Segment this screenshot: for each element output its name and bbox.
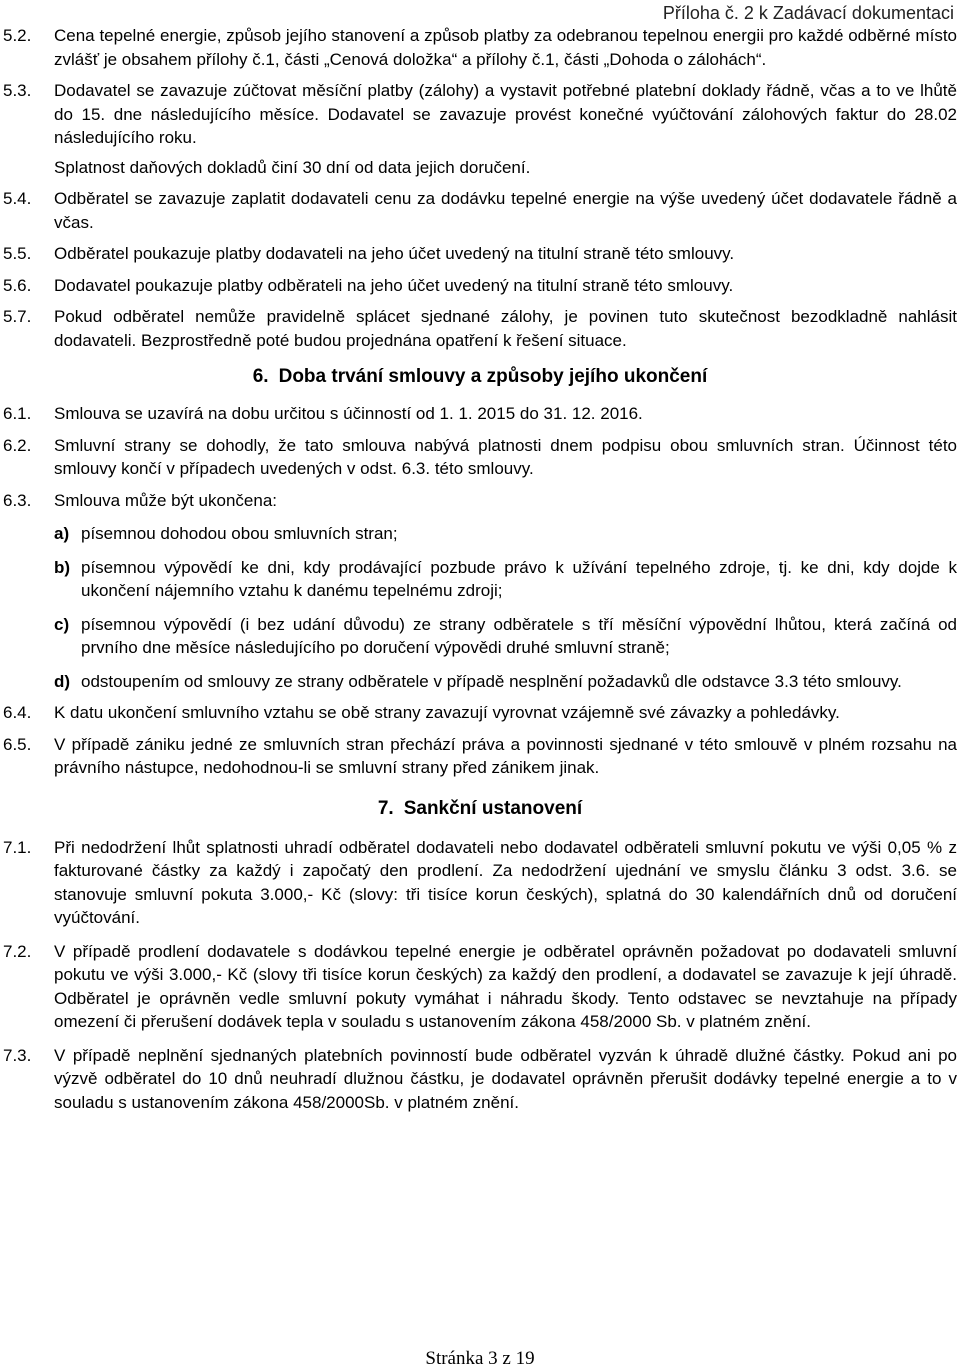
clause-text: V případě neplnění sjednaných platebních povinností bude odběratel vyzván k úhradě dlužné částky. Pokud ani po výzvě odběratel do 10 dnů neuhradí dlužnou částku, je dodavatel oprávněn přerušit dodávky tepelné energie a to v souladu s ustanovením zákona 458/2000Sb. v platném znění. [54,1045,957,1112]
page-footer: Stránka 3 z 19 [425,1348,535,1369]
list-item-text: odstoupením od smlouvy ze strany odběratele v případě nesplnění požadavků dle odstavce 3.3 této smlouvy. [81,671,902,691]
list-item-b [54,556,957,603]
clause-number: 7.1. [3,837,32,857]
clause-text: Smlouva se uzavírá na dobu určitou s účinností od 1. 1. 2015 do 31. 12. 2016. [54,404,643,423]
list-item-letter: d) [54,671,71,691]
clause-text: Odběratel se zavazuje zaplatit dodavateli cenu za dodávku tepelné energie na výše uvedený účet dodavatele řádně a včas. [54,189,957,232]
clause-5-6 [3,274,957,298]
clause-number: 6.3. [3,490,32,510]
clause-number: 7.2. [3,941,32,961]
clause-text: Pokud odběratel nemůže pravidelně splácet sjednané zálohy, je povinen tuto skutečnost bezodkladně nahlásit dodavateli. Bezprostředně poté budou projednána opatření k řešení situace. [54,307,957,350]
clause-5-4 [3,187,957,234]
section-number: 7. [377,797,394,819]
section-number: 6. [252,366,269,387]
clause-5-7 [3,305,957,352]
clause-text: Odběratel poukazuje platby dodavateli na jeho účet uvedený na titulní straně této smlouvy. [54,244,735,263]
clause-text: V případě prodlení dodavatele s dodávkou tepelné energie je odběratel oprávněn požadovat po dodavateli smluvní pokutu ve výši 3.000,- Kč (slovy tři tisíce korun českých) za každý den prodlení, a dodavatel se zavazuje k její úhradě. Odběratel je oprávněn vedle smluvní pokuty vymáhat i náhradu škody. Tento odstavec se nevztahuje na případy omezení či přerušení dodávek tepla v souladu s ustanovením zákona 458/2000 Sb. v platném znění. [54,941,957,1031]
clause-7-3 [3,1044,957,1115]
clause-6-1 [3,402,957,426]
clause-text: V případě zániku jedné ze smluvních stran přechází práva a povinnosti sjednané v této smlouvě v plném rozsahu na právního nástupce, nedohodnou-li se smluvní strany před zánikem jinak. [54,734,957,777]
clause-number: 5.3. [3,81,32,100]
clause-number: 5.4. [3,189,32,208]
clause-text: K datu ukončení smluvního vztahu se obě strany zavazují vyrovnat vzájemně své závazky a pohledávky. [54,703,840,722]
list-item-text: písemnou výpovědí (i bez udání důvodu) ze strany odběratele s tří měsíční výpovědní lhůtou, která začíná od prvního dne měsíce následujícího po doručení výpovědi druhé smluvní straně; [81,614,957,657]
clause-6-4 [3,701,957,725]
section-title: Sankční ustanovení [403,797,583,819]
clause-number: 6.5. [3,734,32,754]
list-item-c [54,613,957,660]
list-item-text: písemnou dohodou obou smluvních stran; [81,524,398,543]
list-item-letter: b) [54,557,71,577]
document-body [3,24,957,1114]
clause-text-payment-terms: Splatnost daňových dokladů činí 30 dní od data jejich doručení. [54,157,531,177]
clause-text: Při nedodržení lhůt splatnosti uhradí odběratel dodavateli nebo dodavatel odběrateli smluvní pokutu ve výši 0,05 % z fakturované částky za každý i započatý den prodlení. Za nedodržení ujednání ve smyslu článku 3 odst. 3.6. se stanovuje smluvní pokuta 3.000,- Kč (slovy: tři tisíce korun českých), splatná do 30 kalendářních dnů od doručení vyúčtování. [54,837,957,927]
section-title: Doba trvání smlouvy a způsoby jejího ukončení [278,366,708,387]
clause-number: 6.2. [3,435,32,455]
running-header: Příloha č. 2 k Zadávací dokumentaci [662,3,954,23]
clause-number: 5.7. [3,307,32,326]
section-6-heading [3,364,957,390]
clause-6-5 [3,733,957,780]
clause-text: Dodavatel se zavazuje zúčtovat měsíční platby (zálohy) a vystavit potřebné platební doklady řádně, včas a to ve lhůtě do 15. dne následujícího měsíce. Dodavatel se zavazuje provést konečné vyúčtování zálohových faktur do 28.02 následujícího roku. [54,81,957,147]
clause-7-2 [3,940,957,1034]
clause-text: Dodavatel poukazuje platby odběrateli na jeho účet uvedený na titulní straně této smlouvy. [54,275,734,295]
clause-number: 6.4. [3,703,32,722]
clause-number: 6.1. [3,404,32,423]
clause-number: 5.6. [3,275,32,295]
clause-number: 7.3. [3,1045,32,1065]
list-item-d [54,670,957,694]
list-item-text: písemnou výpovědí ke dni, kdy prodávající pozbude právo k užívání tepelného zdroje, tj. ke dni, kdy dojde k ukončení nájemního vztahu k danému tepelnému zdroji; [81,557,957,600]
section-7-heading [3,796,957,822]
clause-5-5 [3,242,957,266]
list-item-letter: c) [54,614,70,634]
clause-text: Smluvní strany se dohodly, že tato smlouva nabývá platnosti dnem podpisu obou smluvních stran. Účinnost této smlouvy končí v případech uvedených v odst. 6.3. této smlouvy. [54,435,957,478]
clause-5-3 [3,79,957,179]
clause-text: Smlouva může být ukončena: [54,490,278,510]
clause-7-1 [3,836,957,930]
clause-6-2 [3,434,957,481]
list-item-letter: a) [54,524,70,543]
clause-6-3 [3,489,957,694]
clause-number: 5.5. [3,244,32,263]
clause-number: 5.2. [3,26,32,45]
list-item-a [54,522,957,546]
clause-text: Cena tepelné energie, způsob jejího stanovení a způsob platby za odebranou tepelnou energii pro každé odběrné místo zvlášť je obsahem přílohy č.1, části „Cenová doložka“ a přílohy č.1, části „Dohoda o zálohách“. [54,26,957,69]
clause-5-2 [3,24,957,71]
